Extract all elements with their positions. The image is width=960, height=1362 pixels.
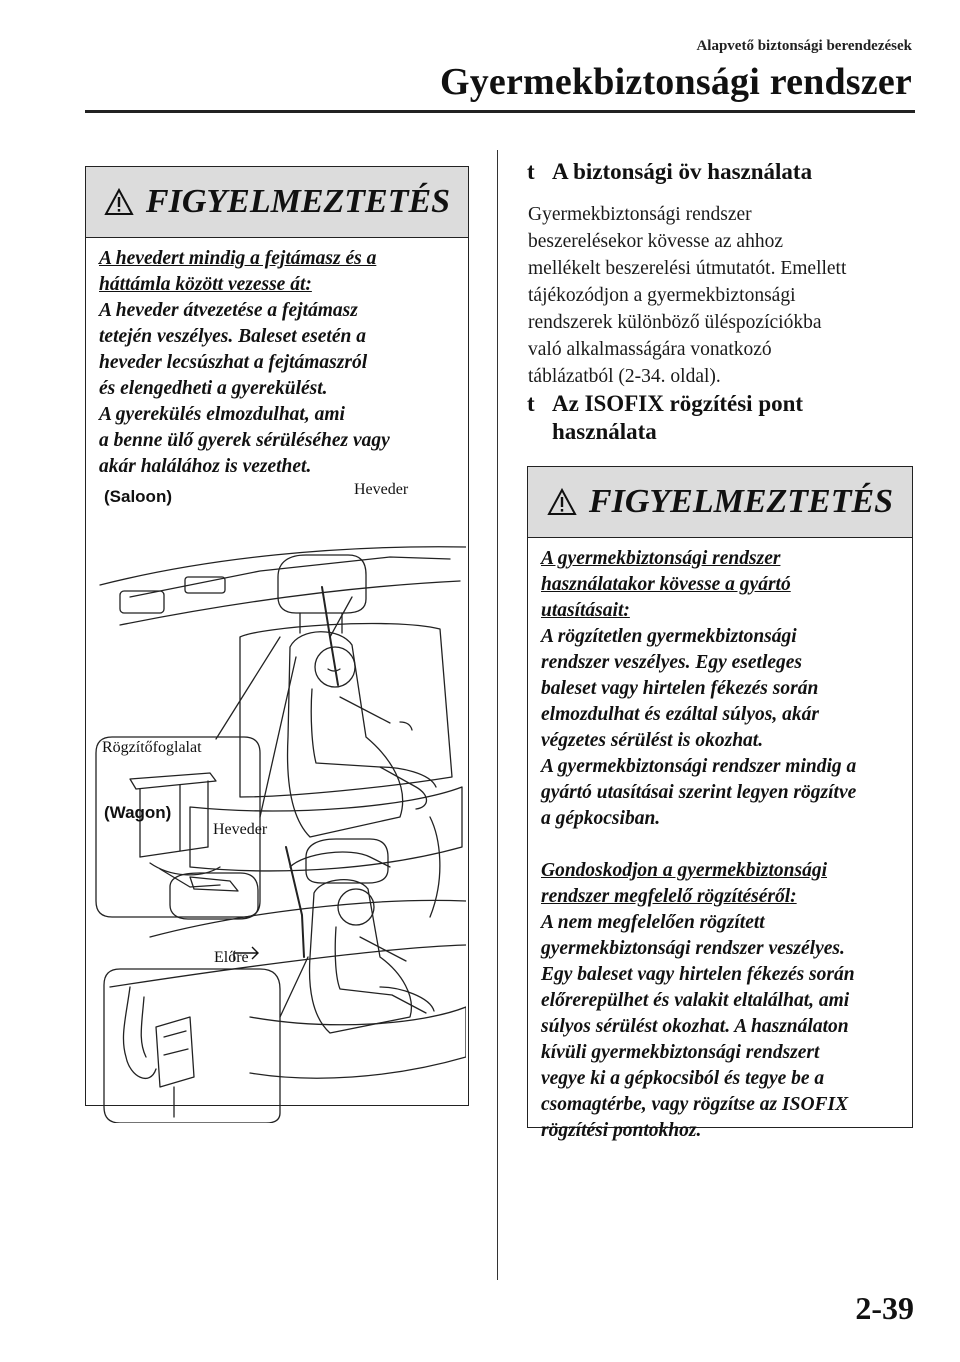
warning-emphasis-line: rendszer megfelelő rögzítéséről: (541, 886, 797, 907)
warning-text-line: súlyos sérülést okozhat. A használaton (541, 1016, 849, 1037)
warning-text-line: A heveder átvezetése a fejtámasz (99, 300, 358, 321)
section-title-line2: használata (552, 419, 657, 444)
warning-header (86, 167, 468, 238)
warning-emphasis-line: A gyermekbiztonsági rendszer (541, 548, 781, 569)
paragraph-line: mellékelt beszerelési útmutatót. Emellett (528, 258, 847, 279)
warning-header (528, 467, 912, 538)
page-number: 2-39 (855, 1290, 914, 1326)
saloon-roof-line (100, 547, 466, 585)
section-heading-seatbelt (527, 158, 812, 186)
warning-triangle-icon (547, 488, 577, 516)
warning-text-line: A gyerekülés elmozdulhat, ami (99, 404, 345, 425)
section-header: Alapvető biztonsági berendezések (696, 38, 912, 54)
warning-text-line: elmozdulhat és ezáltal súlyos, akár (541, 704, 819, 725)
paragraph-line: tájékozódjon a gyermekbiztonsági (528, 285, 796, 306)
left-warning-box (85, 166, 469, 1106)
warning-text-line: a benne ülő gyerek sérüléséhez vagy (99, 430, 390, 451)
warning-text-line: gyermekbiztonsági rendszer veszélyes. (541, 938, 845, 959)
section-marker: t (527, 391, 535, 416)
paragraph-line: Gyermekbiztonsági rendszer (528, 204, 752, 225)
warning-text-line: végzetes sérülést is okozhat. (541, 730, 764, 751)
warning-emphasis-line: Gondoskodjon a gyermekbiztonsági (541, 860, 828, 881)
page-title: Gyermekbiztonsági rendszer (439, 61, 912, 103)
warning-text-line: A rögzítetlen gyermekbiztonsági (541, 626, 797, 647)
warning-text-line: A gyermekbiztonsági rendszer mindig a (541, 756, 857, 777)
section-title: A biztonsági öv használata (552, 159, 813, 184)
warning-text-line: rögzítési pontokhoz. (541, 1120, 702, 1141)
section-marker: t (527, 159, 535, 184)
warning-text-line: kívüli gyermekbiztonsági rendszert (541, 1042, 820, 1063)
saloon-rear-window (130, 557, 450, 597)
wagon-label: (Wagon) (104, 803, 172, 822)
saloon-label: (Saloon) (104, 487, 172, 506)
warning-text-line: heveder lecsúszhat a fejtámaszról (99, 352, 368, 373)
warning-emphasis-line: A hevedert mindig a fejtámasz és a (99, 248, 377, 269)
wagon-forward-label: Előre (214, 949, 249, 966)
column-divider (497, 150, 498, 1280)
warning-text-line: Egy baleset vagy hirtelen fékezés során (541, 964, 855, 985)
saloon-anchor-label: Rögzítőfoglalat (102, 739, 202, 756)
section-title-line1: Az ISOFIX rögzítési pont (552, 391, 804, 416)
warning-text-line: tetején veszélyes. Baleset esetén a (99, 326, 366, 347)
header-divider (85, 110, 915, 113)
warning-text-line: előrerepülhet és valakit eltalálhat, ami (541, 990, 850, 1011)
wagon-strap-label: Heveder (213, 821, 268, 838)
section-heading-isofix (527, 390, 803, 446)
warning-text-line: gyártó utasításai szerint legyen rögzítve (541, 782, 857, 803)
saloon-child-seat (288, 632, 403, 837)
blank-line (541, 832, 898, 858)
wagon-headrest-right (306, 839, 388, 883)
seatbelt-paragraph (528, 201, 908, 390)
paragraph-line: táblázatból (2-34. oldal). (528, 366, 721, 387)
warning-body (86, 238, 468, 490)
warning-text-line: és elengedheti a gyerekülést. (99, 378, 328, 399)
paragraph-line: rendszerek különböző üléspozíciókba (528, 312, 822, 333)
right-warning-box (527, 466, 913, 1141)
warning-text-line: csomagtérbe, vagy rögzítse az ISOFIX (541, 1094, 849, 1115)
warning-emphasis-line: utasításait: (541, 600, 630, 621)
warning-title: FIGYELMEZTETÉS (588, 483, 894, 520)
warning-text-line: A nem megfelelően rögzített (541, 912, 765, 933)
warning-text-line: a gépkocsiban. (541, 808, 661, 829)
warning-body (528, 538, 912, 1154)
warning-emphasis-line: háttámla között vezesse át: (99, 274, 312, 295)
warning-text-line: akár halálához is vezethet. (99, 456, 312, 477)
saloon-shelf (120, 581, 460, 625)
warning-text-line: baleset vagy hirtelen fékezés során (541, 678, 819, 699)
warning-text-line: vegye ki a gépkocsiból és tegye be a (541, 1068, 825, 1089)
warning-text-line: rendszer veszélyes. Egy esetleges (541, 652, 803, 673)
warning-triangle-icon (104, 188, 134, 216)
warning-title: FIGYELMEZTETÉS (145, 183, 451, 220)
warning-emphasis-line: használatakor kövesse a gyártó (541, 574, 791, 595)
paragraph-line: való alkalmasságára vonatkozó (528, 339, 772, 360)
paragraph-line: beszerelésekor kövesse az ahhoz (528, 231, 783, 252)
saloon-strap-label: Heveder (354, 481, 409, 498)
